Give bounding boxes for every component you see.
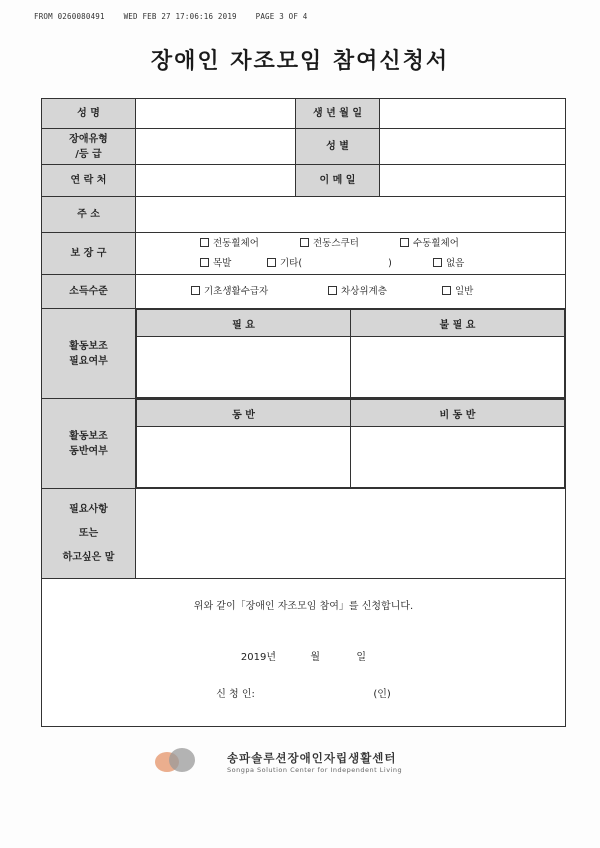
organization-name: 송파솔루션장애인자립생활센터 bbox=[227, 751, 397, 765]
declaration-statement: 위와 같이「장애인 자조모임 참여」를 신청합니다. bbox=[193, 601, 414, 612]
option-crutches[interactable]: 목발 bbox=[200, 254, 267, 274]
contact-field[interactable] bbox=[136, 165, 296, 197]
application-form bbox=[41, 98, 566, 727]
needed-field[interactable] bbox=[137, 337, 351, 398]
not-accompanied-header: 비 동 반 bbox=[351, 400, 565, 427]
checkbox-icon[interactable] bbox=[442, 286, 451, 295]
income-level-label: 소득수준 bbox=[42, 275, 136, 309]
name-label: 성 명 bbox=[42, 99, 136, 129]
applicant-label: 신 청 인: bbox=[216, 689, 255, 700]
gender-field[interactable] bbox=[380, 129, 566, 165]
declaration-section bbox=[42, 579, 566, 727]
accompanied-header: 동 반 bbox=[137, 400, 351, 427]
checkbox-icon[interactable] bbox=[400, 238, 409, 247]
requests-field[interactable] bbox=[136, 489, 566, 579]
organization-logo-icon bbox=[155, 748, 197, 774]
requests-label: 필요사항 또는 하고싶은 말 bbox=[42, 489, 136, 579]
mobility-aid-label: 보 장 구 bbox=[42, 233, 136, 275]
birthdate-label: 생 년 월 일 bbox=[296, 99, 380, 129]
month-label: 월 bbox=[310, 652, 321, 663]
not-needed-field[interactable] bbox=[351, 337, 565, 398]
year-label: 2019년 bbox=[240, 652, 276, 663]
option-electric-scooter[interactable]: 전동스쿠터 bbox=[300, 234, 400, 254]
checkbox-icon[interactable] bbox=[191, 286, 200, 295]
birthdate-field[interactable] bbox=[380, 99, 566, 129]
checkbox-icon[interactable] bbox=[328, 286, 337, 295]
checkbox-icon[interactable] bbox=[200, 238, 209, 247]
option-basic-livelihood[interactable]: 기초생활수급자 bbox=[191, 282, 328, 302]
fax-header: FROM 0260080491 WED FEB 27 17:06:16 2019 PAGE 3 OF 4 bbox=[34, 12, 308, 21]
date-line bbox=[42, 648, 565, 663]
checkbox-icon[interactable] bbox=[200, 258, 209, 267]
day-label: 일 bbox=[356, 652, 367, 663]
option-general[interactable]: 일반 bbox=[442, 282, 473, 302]
activity-support-section bbox=[136, 309, 566, 399]
seal-label: (인) bbox=[373, 689, 391, 700]
needed-header: 필 요 bbox=[137, 310, 351, 337]
option-near-poverty[interactable]: 차상위계층 bbox=[328, 282, 442, 302]
disability-type-field[interactable] bbox=[136, 129, 296, 165]
option-other[interactable]: 기타( ) bbox=[267, 254, 433, 274]
accompanied-field[interactable] bbox=[137, 427, 351, 488]
checkbox-icon[interactable] bbox=[267, 258, 276, 267]
form-title: 장애인 자조모임 참여신청서 bbox=[150, 49, 450, 74]
option-none[interactable]: 없음 bbox=[433, 254, 464, 274]
income-level-options bbox=[136, 275, 566, 309]
accompaniment-label: 활동보조 동반여부 bbox=[42, 399, 136, 489]
option-manual-wheelchair[interactable]: 수동휠체어 bbox=[400, 234, 459, 254]
activity-support-label: 활동보조 필요여부 bbox=[42, 309, 136, 399]
disability-type-label: 장애유형 /등 급 bbox=[42, 129, 136, 165]
checkbox-icon[interactable] bbox=[300, 238, 309, 247]
address-field[interactable] bbox=[136, 197, 566, 233]
option-electric-wheelchair[interactable]: 전동휠체어 bbox=[200, 234, 300, 254]
address-label: 주 소 bbox=[42, 197, 136, 233]
applicant-line bbox=[42, 685, 565, 700]
gender-label: 성 별 bbox=[296, 129, 380, 165]
not-accompanied-field[interactable] bbox=[351, 427, 565, 488]
checkbox-icon[interactable] bbox=[433, 258, 442, 267]
mobility-aid-options bbox=[136, 233, 566, 275]
name-field[interactable] bbox=[136, 99, 296, 129]
contact-label: 연 락 처 bbox=[42, 165, 136, 197]
organization-name-english: Songpa Solution Center for Independent Living bbox=[227, 766, 403, 774]
not-needed-header: 불 필 요 bbox=[351, 310, 565, 337]
accompaniment-section bbox=[136, 399, 566, 489]
email-label: 이 메 일 bbox=[296, 165, 380, 197]
email-field[interactable] bbox=[380, 165, 566, 197]
